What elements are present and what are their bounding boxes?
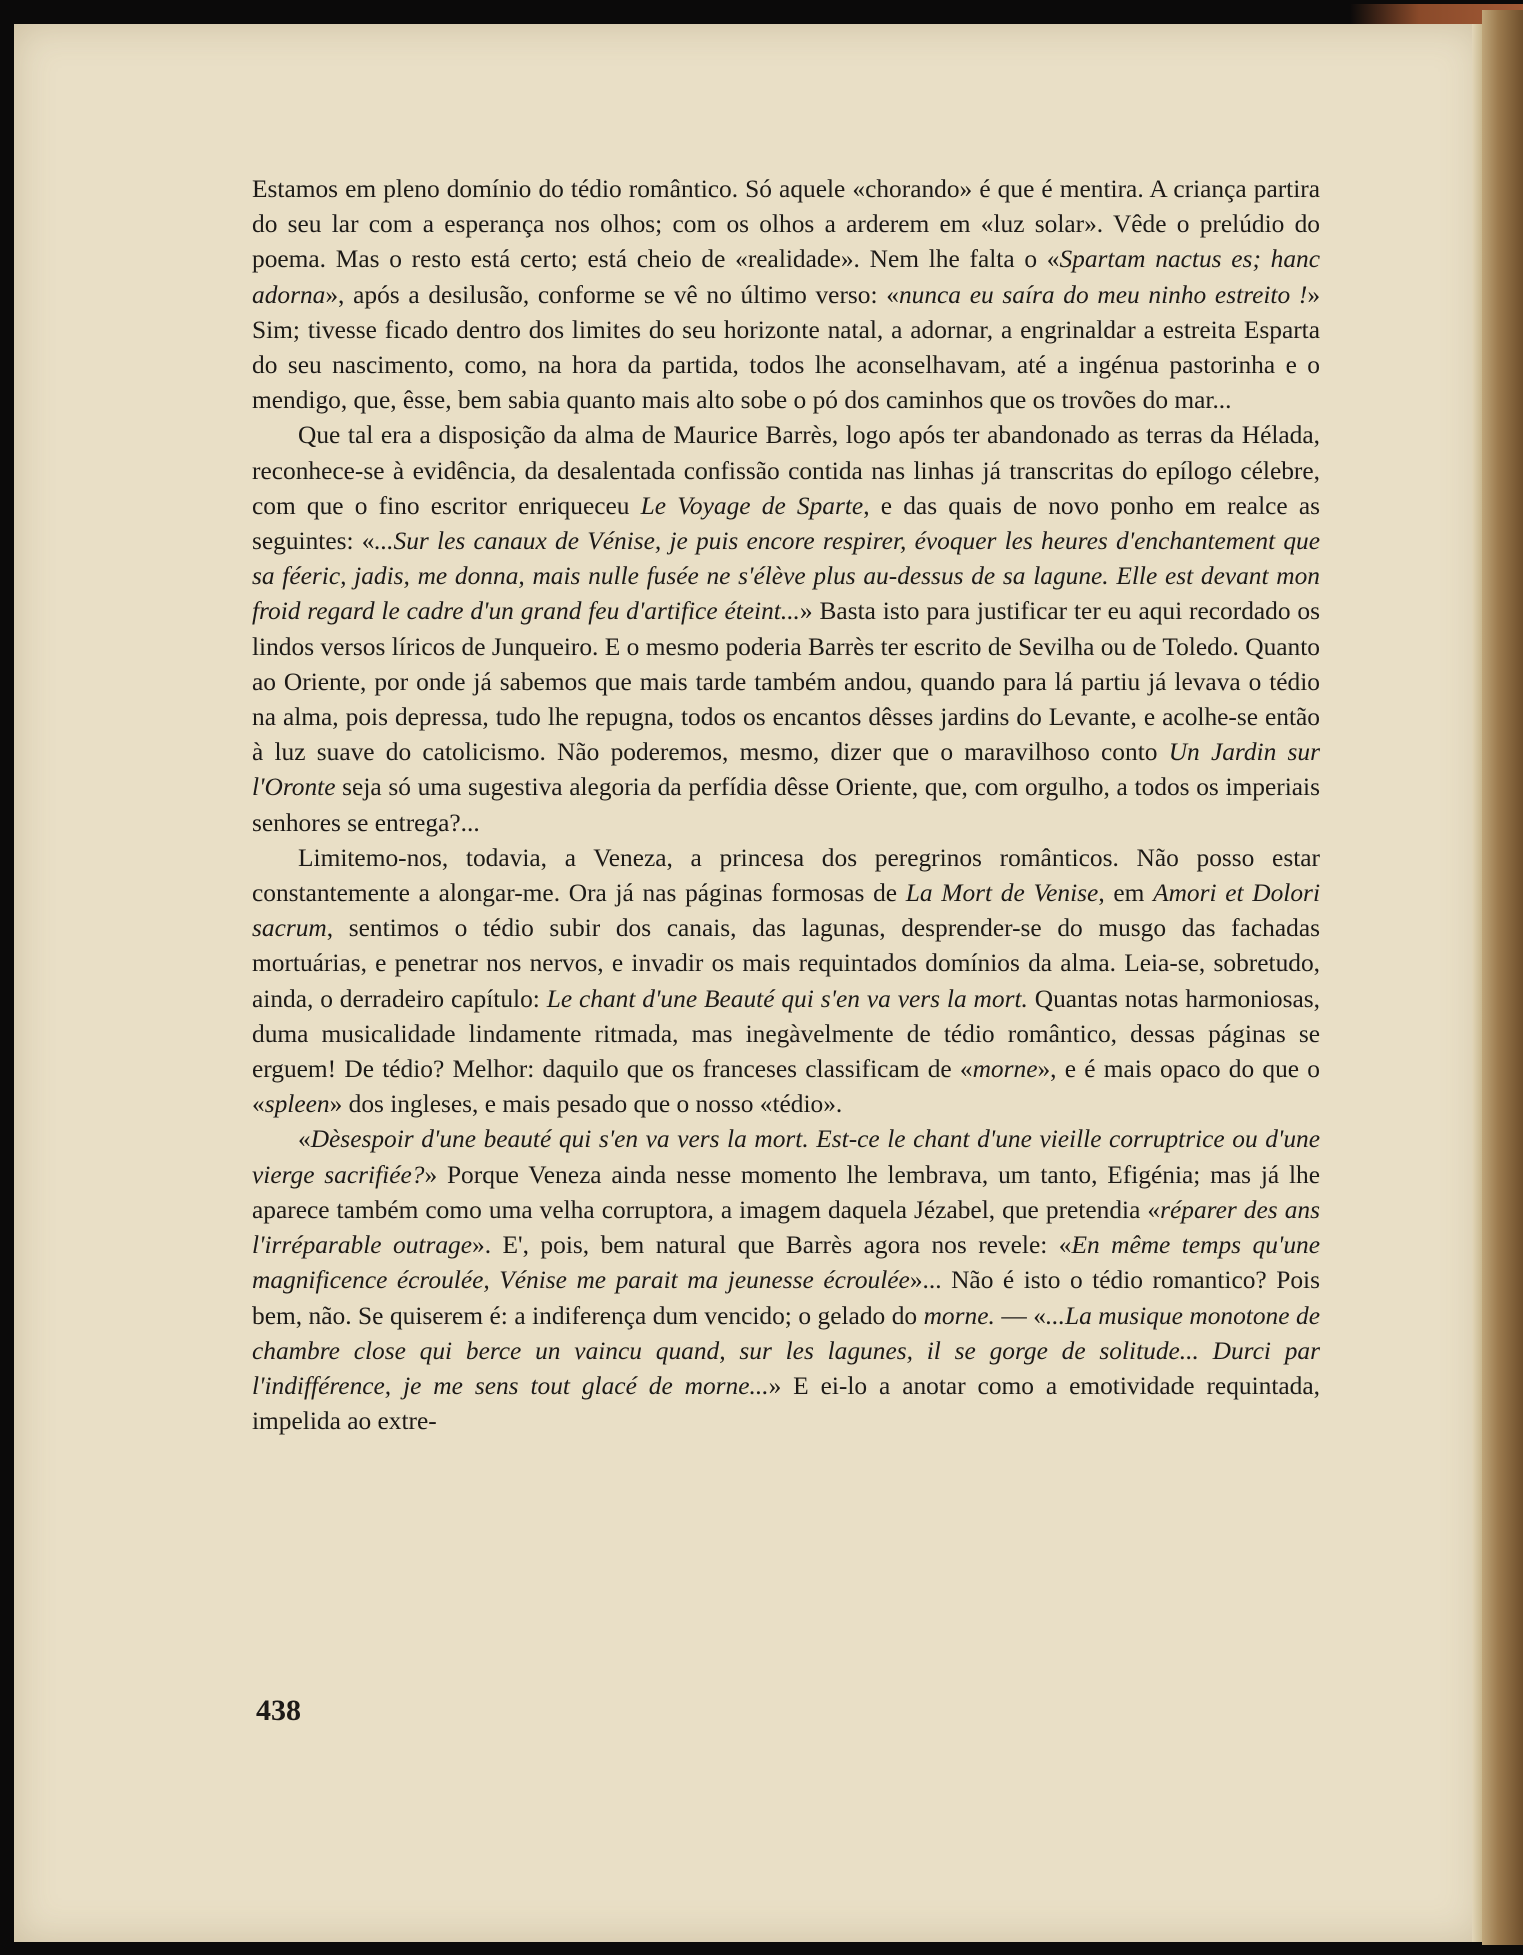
- text-run: »... Não é isto o tédio romantico? Pois bem, não. Se quiserem é: a indiferença dum vencido; o gelado do: [252, 1266, 1320, 1330]
- italic-text-run: ...Sur les canaux de Vénise, je puis encore respirer, évoquer les heures d'enchantement que sa féeric, jadis, me donna, mais nulle fusée ne s'élève plus au-dessus de sa lagune. Elle est devant mon froid regard le cadre d'un grand feu d'artifice éteint...: [252, 527, 1321, 626]
- italic-text-run: morne: [972, 1055, 1038, 1084]
- text-run: », após a desilusão, conforme se vê no último verso: «: [325, 280, 899, 309]
- text-run: » dos ingleses, e mais pesado que o nosso «tédio».: [329, 1090, 843, 1119]
- text-run: », e é mais opaco do que o «: [252, 1055, 1321, 1119]
- paragraph: [252, 1122, 1320, 1439]
- italic-text-run: Le Voyage de Sparte: [640, 491, 864, 520]
- italic-text-run: spleen: [264, 1090, 330, 1119]
- page-edge-right: [1482, 10, 1523, 1945]
- italic-text-run: nunca eu saíra do meu ninho estreito !: [898, 280, 1308, 309]
- italic-text-run: morne.: [923, 1301, 995, 1330]
- paragraph: [252, 841, 1320, 1123]
- text-run: seja só uma sugestiva alegoria da perfídia dêsse Oriente, que, com orgulho, a todos os imperiais senhores se entrega?...: [252, 773, 1320, 837]
- text-run: , em: [1098, 879, 1154, 908]
- paragraph: [252, 172, 1320, 418]
- text-run: » Sim; tivesse ficado dentro dos limites do seu horizonte natal, a adornar, a engrinaldar a estreita Esparta do seu nascimento, como, na hora da partida, todos lhe aconselhavam, até a ingénua pastorinha e o mendigo, que, êsse, bem sabia quanto mais alto sobe o pó dos caminhos que os trovões do mar...: [252, 280, 1321, 415]
- italic-text-run: ...La musique monotone de chambre close qui berce un vaincu quand, sur les lagunes, il se gorge de solitude... Durci par l'indifférence, je me sens tout glacé de morne...: [252, 1301, 1320, 1400]
- text-run: , e das quais de novo ponho em realce as seguintes: «: [252, 491, 1321, 556]
- text-run: Quantas notas harmoniosas, duma musicalidade lindamente ritmada, mas inegàvelmente de tédio romântico, dessas páginas se erguem! De tédio? Melhor: daquilo que os franceses classificam de «: [252, 984, 1321, 1084]
- text-run: Que tal era a disposição da alma de Maurice Barrès, logo após ter abandonado as terras da Hélada, reconhece-se à evidência, da desalentada confissão contida nas linhas já transcritas do epílogo célebre, com que o fino escritor enriqueceu: [252, 421, 1320, 520]
- text-run: » E ei-lo a anotar como a emotividade requintada, impelida ao extre-: [252, 1371, 1320, 1436]
- text-run: , sentimos o tédio subir dos canais, das lagunas, desprender-se do musgo das fachadas mortuárias, e penetrar nos nervos, e invadir os mais requintados domínios da alma. Leia-se, sobretudo, ainda, o derradeiro capítulo:: [252, 914, 1320, 1013]
- page-number: 438: [256, 1694, 301, 1727]
- italic-text-run: réparer des ans l'irréparable outrage: [252, 1195, 1320, 1260]
- body-text: [252, 172, 1320, 1439]
- italic-text-run: Amori et Dolori sacrum: [252, 879, 1320, 943]
- italic-text-run: En même temps qu'une magnificence écroulée, Vénise me parait ma jeunesse écroulée: [252, 1231, 1320, 1295]
- text-run: ». E', pois, bem natural que Barrès agora nos revele: «: [472, 1231, 1072, 1260]
- italic-text-run: Un Jardin sur l'Oronte: [252, 738, 1320, 802]
- text-run: Estamos em pleno domínio do tédio romântico. Só aquele «chorando» é que é mentira. A criança partira do seu lar com a esperança nos olhos; com os olhos a arderem em «luz solar». Vêde o prelúdio do poema. Mas o resto está certo; está cheio de «realidade». Nem lhe falta o «: [252, 175, 1320, 274]
- italic-text-run: Spartam nactus es; hanc adorna: [252, 245, 1320, 309]
- italic-text-run: Dèsespoir d'une beauté qui s'en va vers la mort. Est-ce le chant d'une vieille corruptrice ou d'une vierge sacrifiée?: [252, 1125, 1320, 1189]
- text-run: » Porque Veneza ainda nesse momento lhe lembrava, um tanto, Efigénia; mas já lhe aparece também como uma velha corruptora, a imagem daquela Jézabel, que pretendia «: [252, 1160, 1320, 1224]
- paragraph: [252, 418, 1320, 840]
- italic-text-run: Le chant d'une Beauté qui s'en va vers la mort.: [546, 984, 1028, 1013]
- text-run: » Basta isto para justificar ter eu aqui recordado os lindos versos líricos de Junqueiro. E o mesmo poderia Barrès ter escrito de Sevilha ou de Toledo. Quanto ao Oriente, por onde já sabemos que mais tarde também andou, quando para lá partiu já levava o tédio na alma, pois depressa, tudo lhe repugna, todos os encantos dêsses jardins do Levante, e acolhe-se então à luz suave do catolicismo. Não poderemos, mesmo, dizer que o maravilhoso conto: [252, 597, 1320, 767]
- text-run: Limitemo-nos, todavia, a Veneza, a princesa dos peregrinos românticos. Não posso estar constantemente a alongar-me. Ora já nas páginas formosas de: [252, 843, 1320, 908]
- text-run: — «: [994, 1301, 1046, 1330]
- italic-text-run: La Mort de Venise: [905, 879, 1099, 908]
- text-run: «: [298, 1125, 311, 1154]
